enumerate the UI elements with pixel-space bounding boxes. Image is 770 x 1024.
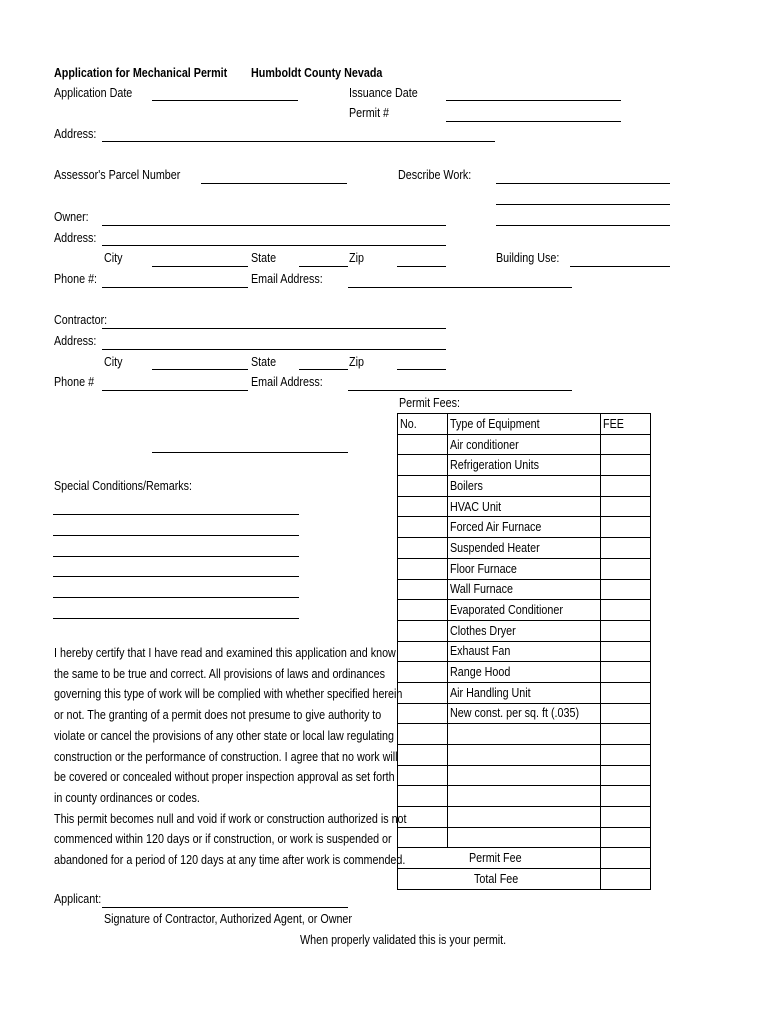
owner-state-label: State	[251, 251, 277, 265]
equipment-label: Suspended Heater	[450, 540, 540, 555]
address-label: Address:	[54, 127, 97, 141]
remarks-line-6[interactable]	[53, 618, 299, 619]
equipment-type-cell	[448, 641, 601, 662]
equipment-type-cell	[448, 517, 601, 538]
contractor-zip-field[interactable]	[397, 369, 446, 370]
fee-amount-cell[interactable]	[601, 496, 651, 517]
total-fee-row	[398, 869, 651, 890]
equipment-label: Floor Furnace	[450, 561, 517, 576]
owner-city-field[interactable]	[152, 266, 248, 267]
fee-row	[398, 641, 651, 662]
form-title: Application for Mechanical Permit	[54, 66, 228, 80]
equipment-type-cell	[448, 827, 601, 848]
owner-zip-field[interactable]	[397, 266, 446, 267]
fee-qty-cell[interactable]	[398, 455, 448, 476]
county-name: Humboldt County Nevada	[251, 66, 383, 80]
fee-row	[398, 455, 651, 476]
fee-row	[398, 682, 651, 703]
equipment-type-cell	[448, 724, 601, 745]
equipment-label: Boilers	[450, 478, 483, 493]
fee-amount-cell[interactable]	[601, 579, 651, 600]
fee-row	[398, 600, 651, 621]
equipment-label: Forced Air Furnace	[450, 520, 542, 535]
equipment-type-cell	[448, 579, 601, 600]
building-use-label: Building Use:	[496, 251, 560, 265]
fee-amount-cell[interactable]	[601, 703, 651, 724]
col-fee-header: FEE	[601, 414, 651, 435]
parcel-number-field[interactable]	[201, 183, 347, 184]
fee-qty-cell[interactable]	[398, 517, 448, 538]
fee-amount-cell[interactable]	[601, 765, 651, 786]
total-fee-row-amount[interactable]	[601, 869, 651, 890]
equipment-label: HVAC Unit	[450, 499, 502, 514]
fee-qty-cell[interactable]	[398, 434, 448, 455]
owner-label: Owner:	[54, 210, 89, 224]
permit-number-label: Permit #	[349, 106, 390, 120]
validation-note: When properly validated this is your permit.	[300, 933, 507, 947]
fee-amount-cell[interactable]	[601, 827, 651, 848]
fee-qty-cell[interactable]	[398, 724, 448, 745]
fee-row	[398, 496, 651, 517]
fee-row	[398, 786, 651, 807]
contractor-zip-label: Zip	[349, 355, 364, 369]
contractor-address-label: Address:	[54, 334, 97, 348]
fee-row	[398, 517, 651, 538]
contractor-phone-label: Phone #	[54, 375, 95, 389]
signature-caption: Signature of Contractor, Authorized Agent, or Owner	[104, 912, 353, 926]
owner-zip-label: Zip	[349, 251, 364, 265]
owner-address-label: Address:	[54, 231, 97, 245]
describe-work-field-1[interactable]	[496, 183, 670, 184]
contractor-state-label: State	[251, 355, 277, 369]
equipment-type-cell	[448, 434, 601, 455]
certification-line: construction or the performance of construction. I agree that no work will	[54, 749, 398, 764]
equipment-type-cell	[448, 455, 601, 476]
remarks-line-5[interactable]	[53, 597, 299, 598]
equipment-label: Range Hood	[450, 665, 511, 680]
remarks-line-3[interactable]	[53, 556, 299, 557]
equipment-type-cell	[448, 476, 601, 497]
equipment-label: Evaporated Conditioner	[450, 603, 563, 618]
certification-line: or not. The granting of a permit does not presume to give authority to	[54, 708, 382, 723]
fee-amount-cell[interactable]	[601, 682, 651, 703]
certification-line: abandoned for a period of 120 days at any time after work is commended.	[54, 853, 406, 868]
contractor-email-label: Email Address:	[251, 375, 323, 389]
describe-work-label: Describe Work:	[398, 168, 472, 182]
equipment-type-cell	[448, 765, 601, 786]
owner-phone-field[interactable]	[102, 287, 248, 288]
describe-work-field-2[interactable]	[496, 204, 670, 205]
contractor-state-field[interactable]	[299, 369, 348, 370]
col-type-header: Type of Equipment	[448, 414, 601, 435]
applicant-label: Applicant:	[54, 892, 102, 906]
equipment-type-cell	[448, 620, 601, 641]
fee-amount-cell[interactable]	[601, 807, 651, 828]
fee-amount-cell[interactable]	[601, 434, 651, 455]
equipment-type-cell	[448, 745, 601, 766]
owner-email-field[interactable]	[348, 287, 572, 288]
contractor-address-field[interactable]	[102, 349, 446, 350]
certification-text	[54, 643, 407, 871]
fee-row	[398, 662, 651, 683]
fee-amount-cell[interactable]	[601, 558, 651, 579]
fee-row	[398, 724, 651, 745]
equipment-type-cell	[448, 807, 601, 828]
address-field[interactable]	[102, 141, 495, 142]
permit-fee-row-label: Permit Fee	[398, 848, 601, 869]
fee-qty-cell[interactable]	[398, 558, 448, 579]
certification-line: be covered or concealed without proper inspection approval as set forth	[54, 770, 395, 785]
fee-row	[398, 807, 651, 828]
certification-line: This permit becomes null and void if work or construction authorized is not	[54, 811, 407, 826]
equipment-type-cell	[448, 538, 601, 559]
fee-row	[398, 745, 651, 766]
fees-header-row	[398, 414, 651, 435]
fee-qty-cell[interactable]	[398, 703, 448, 724]
equipment-label: Refrigeration Units	[450, 458, 540, 473]
permit-fees-title: Permit Fees:	[399, 396, 460, 410]
fee-row	[398, 703, 651, 724]
owner-address-field[interactable]	[102, 245, 446, 246]
owner-field[interactable]	[102, 225, 446, 226]
fee-row	[398, 538, 651, 559]
fee-qty-cell[interactable]	[398, 641, 448, 662]
contractor-city-label: City	[104, 355, 123, 369]
certification-line: commenced within 120 days or if construction, or work is suspended or	[54, 832, 392, 847]
fee-qty-cell[interactable]	[398, 496, 448, 517]
equipment-type-cell	[448, 558, 601, 579]
fee-qty-cell[interactable]	[398, 538, 448, 559]
fee-amount-cell[interactable]	[601, 724, 651, 745]
permit-fee-row-amount[interactable]	[601, 848, 651, 869]
fee-amount-cell[interactable]	[601, 455, 651, 476]
fee-qty-cell[interactable]	[398, 682, 448, 703]
equipment-label: Exhaust Fan	[450, 644, 511, 659]
contractor-extra-field[interactable]	[152, 452, 348, 453]
owner-city-label: City	[104, 251, 123, 265]
fee-amount-cell[interactable]	[601, 538, 651, 559]
fee-amount-cell[interactable]	[601, 662, 651, 683]
owner-email-label: Email Address:	[251, 272, 323, 286]
parcel-number-label: Assessor's Parcel Number	[54, 168, 181, 182]
equipment-label: Air Handling Unit	[450, 685, 531, 700]
fee-qty-cell[interactable]	[398, 476, 448, 497]
owner-state-field[interactable]	[299, 266, 348, 267]
fee-qty-cell[interactable]	[398, 827, 448, 848]
fee-qty-cell[interactable]	[398, 662, 448, 683]
permit-fees-table	[397, 413, 651, 890]
describe-work-field-3[interactable]	[496, 225, 670, 226]
contractor-email-field[interactable]	[348, 390, 572, 391]
certification-line: in county ordinances or codes.	[54, 790, 200, 805]
fee-amount-cell[interactable]	[601, 786, 651, 807]
owner-phone-label: Phone #:	[54, 272, 98, 286]
application-date-label: Application Date	[54, 86, 133, 100]
permit-number-field[interactable]	[446, 121, 621, 122]
fee-row	[398, 765, 651, 786]
applicant-signature-field[interactable]	[102, 907, 348, 908]
fee-qty-cell[interactable]	[398, 600, 448, 621]
equipment-type-cell	[448, 496, 601, 517]
fee-qty-cell[interactable]	[398, 786, 448, 807]
fee-row	[398, 620, 651, 641]
equipment-label: Air conditioner	[450, 437, 519, 452]
equipment-label: Wall Furnace	[450, 582, 513, 597]
certification-line: I hereby certify that I have read and examined this application and know	[54, 646, 396, 660]
contractor-phone-field[interactable]	[102, 390, 248, 391]
fee-row	[398, 558, 651, 579]
contractor-city-field[interactable]	[152, 369, 248, 370]
application-date-field[interactable]	[152, 100, 298, 101]
permit-fee-row	[398, 848, 651, 869]
special-conditions-label: Special Conditions/Remarks:	[54, 479, 193, 493]
remarks-line-4[interactable]	[53, 576, 299, 577]
fee-qty-cell[interactable]	[398, 765, 448, 786]
total-fee-row-label: Total Fee	[398, 869, 601, 890]
remarks-line-2[interactable]	[53, 535, 299, 536]
certification-line: the same to be true and correct. All provisions of laws and ordinances	[54, 666, 386, 681]
fee-row	[398, 579, 651, 600]
equipment-type-cell	[448, 682, 601, 703]
fee-amount-cell[interactable]	[601, 476, 651, 497]
fee-amount-cell[interactable]	[601, 641, 651, 662]
fee-row	[398, 476, 651, 497]
fee-row	[398, 827, 651, 848]
fee-qty-cell[interactable]	[398, 620, 448, 641]
contractor-field[interactable]	[102, 328, 446, 329]
fee-amount-cell[interactable]	[601, 517, 651, 538]
issuance-date-label: Issuance Date	[349, 86, 418, 100]
equipment-label: New const. per sq. ft (.035)	[450, 706, 580, 721]
fee-qty-cell[interactable]	[398, 745, 448, 766]
col-no-header: No.	[398, 414, 448, 435]
equipment-type-cell	[448, 600, 601, 621]
equipment-type-cell	[448, 662, 601, 683]
issuance-date-field[interactable]	[446, 100, 621, 101]
building-use-field[interactable]	[570, 266, 670, 267]
contractor-label: Contractor:	[54, 313, 108, 327]
equipment-type-cell	[448, 786, 601, 807]
fee-amount-cell[interactable]	[601, 620, 651, 641]
fee-amount-cell[interactable]	[601, 745, 651, 766]
fee-amount-cell[interactable]	[601, 600, 651, 621]
remarks-line-1[interactable]	[53, 514, 299, 515]
equipment-label: Clothes Dryer	[450, 623, 516, 638]
equipment-type-cell	[448, 703, 601, 724]
certification-line: violate or cancel the provisions of any other state or local law regulating	[54, 728, 395, 743]
fee-row	[398, 434, 651, 455]
fee-qty-cell[interactable]	[398, 579, 448, 600]
certification-line: governing this type of work will be complied with whether specified herein	[54, 687, 403, 702]
